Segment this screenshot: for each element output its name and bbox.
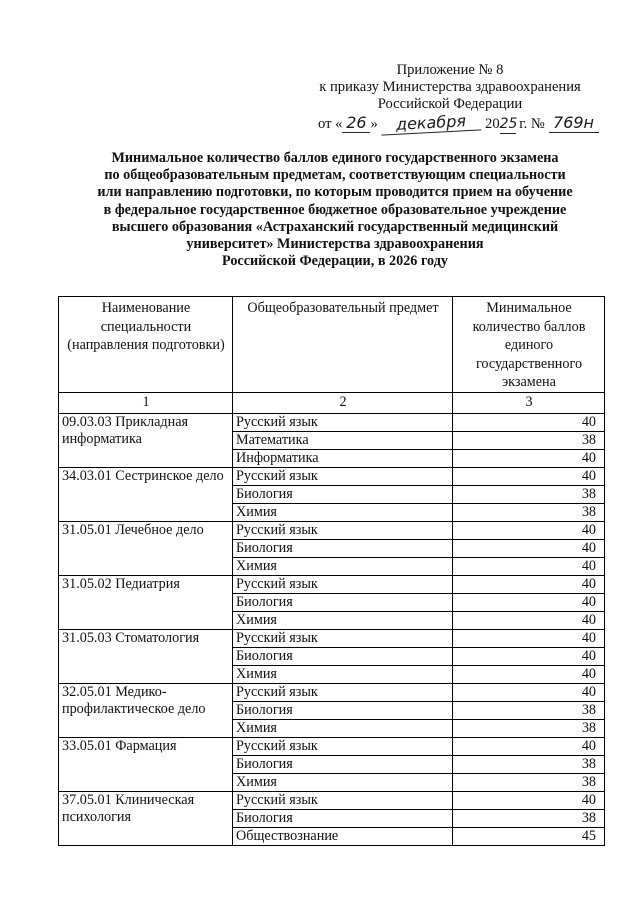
score-cell: 40 — [453, 737, 605, 755]
appendix-order-ref: к приказу Министерства здравоохранения — [319, 79, 581, 95]
subject-cell: Биология — [233, 539, 453, 557]
score-cell: 40 — [453, 557, 605, 575]
subject-cell: Информатика — [233, 449, 453, 467]
score-cell: 38 — [453, 485, 605, 503]
subject-cell: Биология — [233, 485, 453, 503]
subject-cell: Обществознание — [233, 827, 453, 845]
subject-cell: Химия — [233, 503, 453, 521]
table-row — [59, 629, 605, 647]
score-cell: 38 — [453, 431, 605, 449]
score-cell: 38 — [453, 773, 605, 791]
order-close-quote: » — [370, 116, 378, 132]
subject-cell: Русский язык — [233, 683, 453, 701]
table-row — [59, 521, 605, 539]
specialty-cell: 34.03.01 Сестринское дело — [59, 467, 233, 521]
score-cell: 38 — [453, 503, 605, 521]
subject-cell: Русский язык — [233, 575, 453, 593]
subject-cell: Русский язык — [233, 413, 453, 431]
order-number-label: г. № — [519, 116, 545, 132]
order-year-handwritten: 25 — [499, 116, 518, 132]
subject-cell: Химия — [233, 719, 453, 737]
column-number: 1 — [59, 392, 233, 413]
header-subject: Общеобразовательный предмет — [233, 297, 453, 393]
order-number-handwritten: 769н — [549, 114, 599, 133]
score-cell: 40 — [453, 611, 605, 629]
title-line: Российской Федерации, в 2026 году — [222, 253, 448, 270]
score-cell: 40 — [453, 791, 605, 809]
table-row — [59, 791, 605, 809]
table-row — [59, 467, 605, 485]
title-line: Минимальное количество баллов единого государственного экзамена — [111, 150, 559, 166]
table-header-row — [59, 297, 605, 393]
scores-table — [58, 296, 605, 846]
subject-cell: Биология — [233, 755, 453, 773]
specialty-cell: 09.03.03 Прикладная информатика — [59, 413, 233, 467]
header-min-score: Минимальное количество баллов единого государственного экзамена — [453, 297, 605, 393]
subject-cell: Математика — [233, 431, 453, 449]
score-cell: 40 — [453, 665, 605, 683]
specialty-cell: 33.05.01 Фармация — [59, 737, 233, 791]
header-specialty: Наименование специальности (направления подготовки) — [59, 297, 233, 393]
title-line: высшего образования «Астраханский государственный медицинский — [111, 218, 559, 235]
specialty-cell: 31.05.02 Педиатрия — [59, 575, 233, 629]
subject-cell: Биология — [233, 701, 453, 719]
score-cell: 40 — [453, 449, 605, 467]
order-date-line — [318, 113, 618, 135]
score-cell: 38 — [453, 701, 605, 719]
order-year-prefix: 20 — [485, 116, 500, 132]
score-cell: 38 — [453, 719, 605, 737]
title-line: в федеральное государственное бюджетное образовательное учреждение — [103, 201, 567, 218]
score-cell: 40 — [453, 521, 605, 539]
score-cell: 40 — [453, 629, 605, 647]
column-number: 3 — [453, 392, 605, 413]
score-cell: 40 — [453, 647, 605, 665]
score-cell: 40 — [453, 539, 605, 557]
order-month-handwritten: декабря — [381, 111, 482, 135]
table-row — [59, 683, 605, 701]
specialty-cell: 37.05.01 Клиническая психология — [59, 791, 233, 845]
table-column-numbers-row — [59, 392, 605, 413]
subject-cell: Русский язык — [233, 737, 453, 755]
score-cell: 40 — [453, 593, 605, 611]
score-cell: 40 — [453, 467, 605, 485]
specialty-cell: 31.05.03 Стоматология — [59, 629, 233, 683]
table-row — [59, 737, 605, 755]
appendix-number: Приложение № 8 — [396, 62, 504, 78]
subject-cell: Химия — [233, 773, 453, 791]
document-title — [70, 150, 600, 270]
score-cell: 40 — [453, 575, 605, 593]
specialty-cell: 31.05.01 Лечебное дело — [59, 521, 233, 575]
subject-cell: Химия — [233, 557, 453, 575]
score-cell: 40 — [453, 683, 605, 701]
subject-cell: Биология — [233, 593, 453, 611]
title-line: или направлению подготовки, по которым проводится прием на обучение — [97, 184, 573, 201]
appendix-ministry: Российской Федерации — [377, 96, 523, 112]
subject-cell: Русский язык — [233, 467, 453, 485]
score-cell: 40 — [453, 413, 605, 431]
subject-cell: Химия — [233, 665, 453, 683]
score-cell: 38 — [453, 809, 605, 827]
specialty-cell: 32.05.01 Медико-профилактическое дело — [59, 683, 233, 737]
subject-cell: Биология — [233, 809, 453, 827]
order-from-label: от « — [318, 116, 343, 132]
title-line: университет» Министерства здравоохранения — [186, 236, 484, 253]
subject-cell: Русский язык — [233, 521, 453, 539]
subject-cell: Химия — [233, 611, 453, 629]
appendix-header — [300, 62, 600, 113]
order-day-handwritten: 26 — [342, 114, 370, 133]
subject-cell: Русский язык — [233, 791, 453, 809]
table-row — [59, 575, 605, 593]
table-row — [59, 413, 605, 431]
subject-cell: Русский язык — [233, 629, 453, 647]
score-cell: 38 — [453, 755, 605, 773]
column-number: 2 — [233, 392, 453, 413]
score-cell: 45 — [453, 827, 605, 845]
title-line: по общеобразовательным предметам, соответствующим специальности — [104, 167, 566, 184]
subject-cell: Биология — [233, 647, 453, 665]
